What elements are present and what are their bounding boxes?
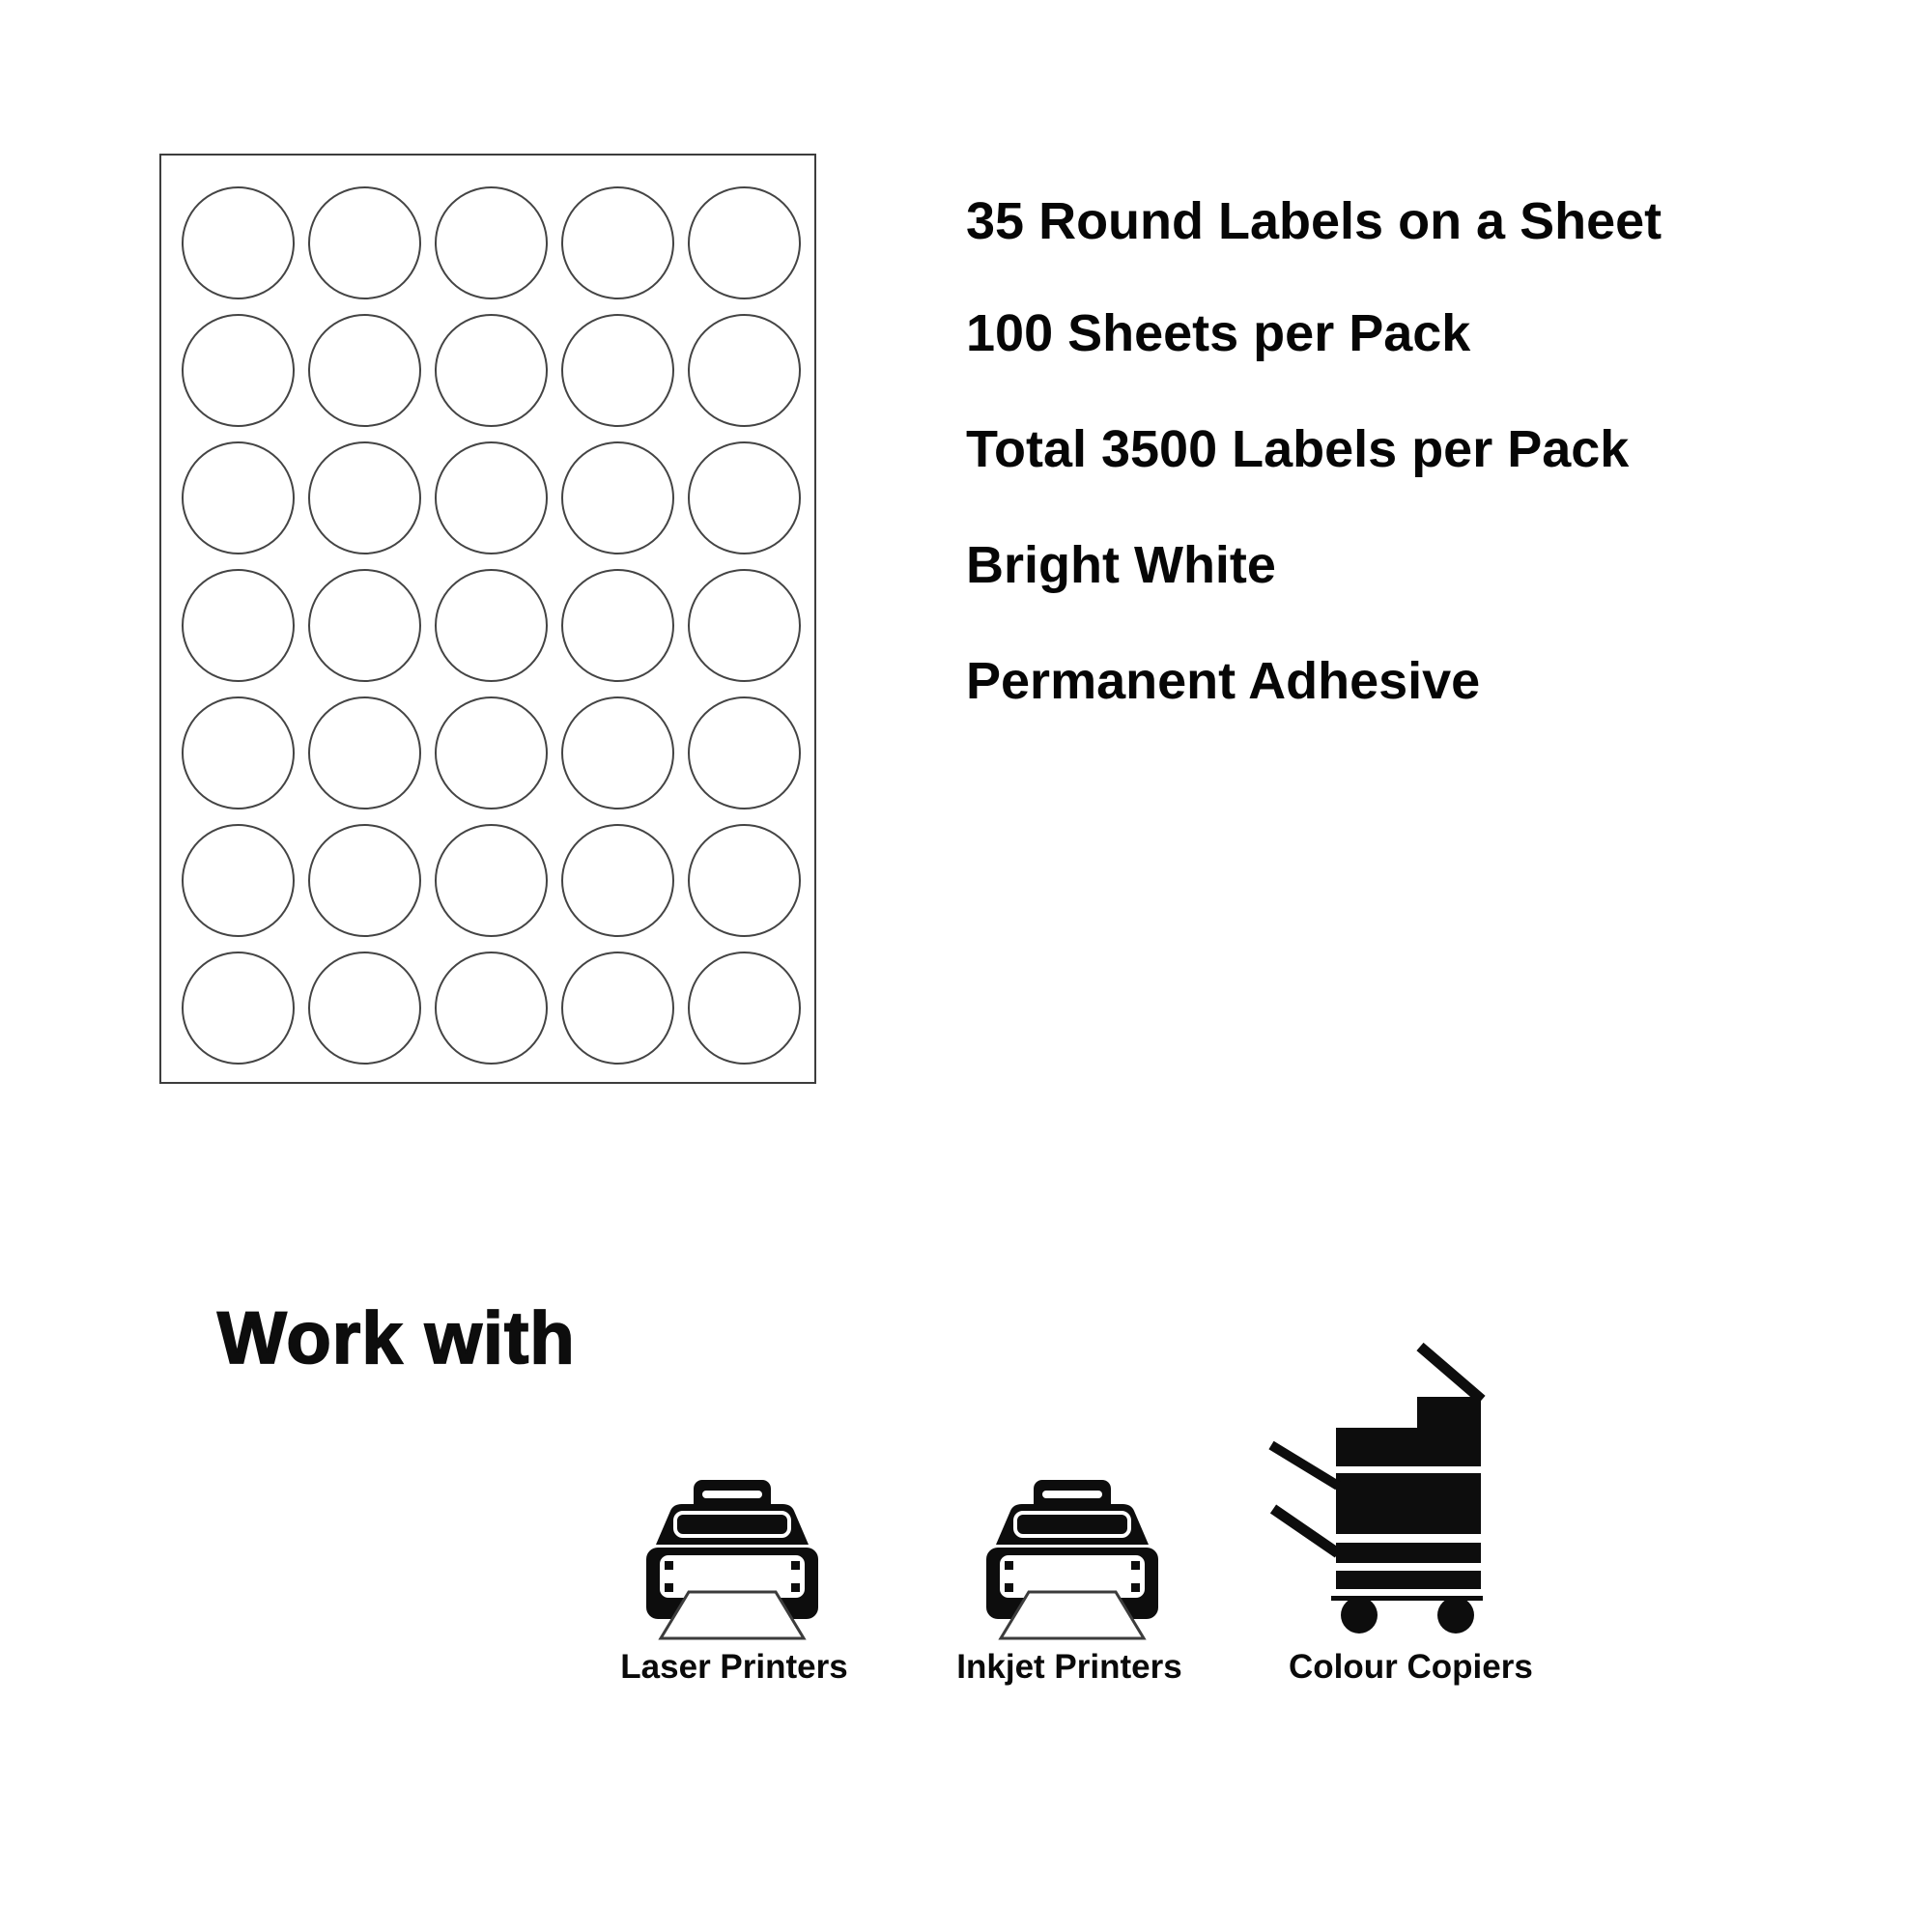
round-label (308, 314, 421, 427)
round-label (688, 314, 801, 427)
colour-copier-icon (1265, 1341, 1488, 1635)
feature-bright-white: Bright White (966, 536, 1276, 594)
round-label (182, 824, 295, 937)
round-label (308, 569, 421, 682)
feature-sheets-per-pack: 100 Sheets per Pack (966, 304, 1471, 362)
round-label (182, 952, 295, 1065)
round-label (561, 824, 674, 937)
round-label (308, 824, 421, 937)
round-label (561, 952, 674, 1065)
round-label (182, 569, 295, 682)
inkjet-printer-icon (980, 1478, 1164, 1642)
round-label (308, 441, 421, 554)
round-label (561, 186, 674, 299)
round-label (308, 696, 421, 810)
round-label (688, 952, 801, 1065)
round-label (182, 186, 295, 299)
round-label (308, 952, 421, 1065)
round-label (435, 952, 548, 1065)
inkjet-printers-label: Inkjet Printers (956, 1648, 1182, 1686)
round-label (688, 824, 801, 937)
round-label (561, 314, 674, 427)
feature-adhesive: Permanent Adhesive (966, 652, 1481, 710)
laser-printers-label: Laser Printers (620, 1648, 848, 1686)
label-grid (161, 156, 814, 1065)
round-label (435, 441, 548, 554)
round-label (435, 186, 548, 299)
round-label (688, 441, 801, 554)
round-label (435, 824, 548, 937)
feature-total-labels: Total 3500 Labels per Pack (966, 420, 1630, 478)
round-label (561, 569, 674, 682)
round-label (435, 314, 548, 427)
label-sheet-diagram (159, 154, 816, 1084)
round-label (688, 569, 801, 682)
round-label (308, 186, 421, 299)
colour-copiers-label: Colour Copiers (1289, 1648, 1533, 1686)
round-label (561, 441, 674, 554)
round-label (688, 186, 801, 299)
round-label (435, 696, 548, 810)
round-label (182, 441, 295, 554)
round-label (182, 314, 295, 427)
laser-printer-icon (640, 1478, 824, 1642)
round-label (561, 696, 674, 810)
feature-labels-per-sheet: 35 Round Labels on a Sheet (966, 192, 1662, 250)
work-with-heading: Work with (217, 1297, 576, 1379)
round-label (182, 696, 295, 810)
round-label (688, 696, 801, 810)
round-label (435, 569, 548, 682)
